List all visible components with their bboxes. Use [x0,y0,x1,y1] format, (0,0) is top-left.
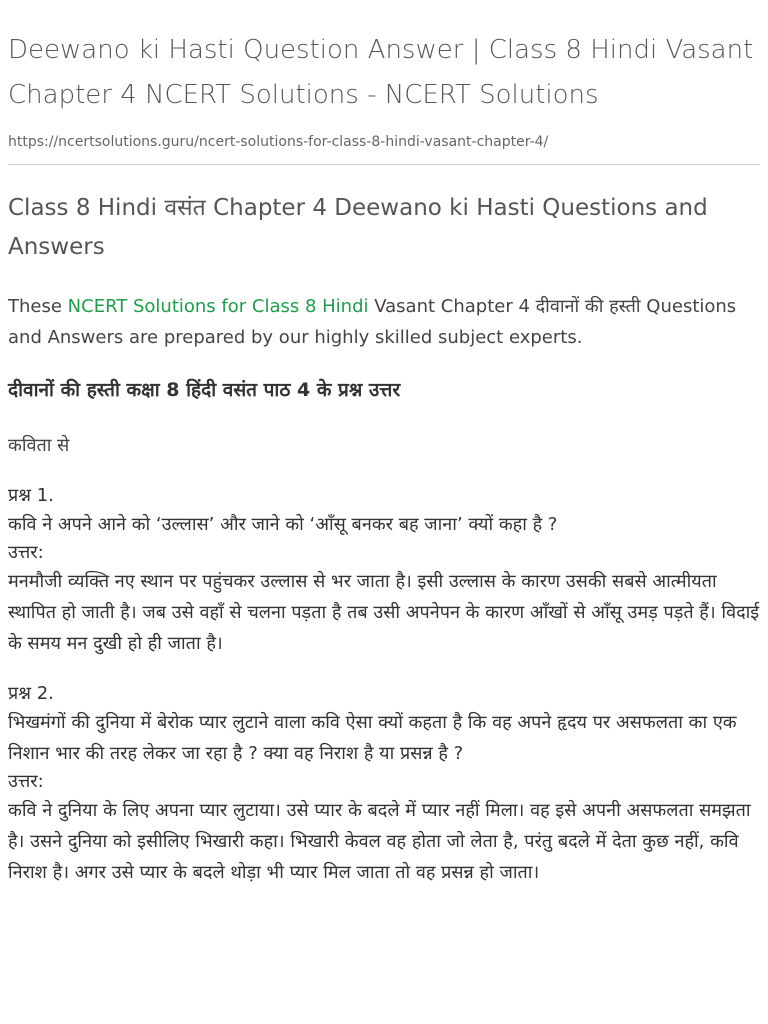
article-heading: Class 8 Hindi वसंत Chapter 4 Deewano ki Hasti Questions and Answers [8,195,708,260]
answer-text: कवि ने दुनिया के लिए अपना प्यार लुटाया। उसे प्यार के बदले में प्यार नहीं मिला। वह इसे अपनी असफलता समझता है। उसने दुनिया को इसीलिए भिखारी कहा। भिखारी केवल वह होता जो लेता है, परंतु बदले में देता कुछ नहीं, कवि निराश है। अगर उसे प्यार के बदले थोड़ा भी प्यार मिल जाता तो वह प्रसन्न हो जाता। [8,800,751,883]
question-text: कवि ने अपने आने को ‘उल्लास’ और जाने को ‘आँसू बनकर बह जाना’ क्यों कहा है ? [8,514,558,535]
intro-text-before: These [8,296,68,317]
question-text: भिखमंगों की दुनिया में बेरोक प्यार लुटाने वाला कवि ऐसा क्यों कहता है कि वह अपने हृदय पर असफलता का एक निशान भार की तरह लेकर जा रहा है ? क्या वह निराश है या प्रसन्न है ? [8,712,737,764]
page-title: Deewano ki Hasti Question Answer | Class 8 Hindi Vasant Chapter 4 NCERT Solutions - NCERT Solutions [8,35,754,110]
intro-paragraph [8,291,760,353]
answer-label: उत्तर: [8,771,44,792]
answer-text: मनमौजी व्यक्ति नए स्थान पर पहुंचकर उल्लास से भर जाता है। इसी उल्लास के कारण उसकी सबसे आत्मीयता स्थापित हो जाती है। जब उसे वहाँ से चलना पड़ता है तब उसी अपनेपन के कारण आँखों से आँसू उमड़ पड़ते हैं। विदाई के समय मन दुखी हो ही जाता है। [8,571,760,654]
section-heading: दीवानों की हस्ती कक्षा 8 हिंदी वसंत पाठ 4 के प्रश्न उत्तर [8,379,401,401]
question-label: प्रश्न 2. [8,683,54,704]
divider [8,164,760,165]
subsection-label: कविता से [8,435,70,456]
ncert-solutions-link[interactable]: NCERT Solutions for Class 8 Hindi [67,296,369,317]
question-2 [8,681,760,888]
page-url[interactable]: https://ncertsolutions.guru/ncert-solutions-for-class-8-hindi-vasant-chapter-4/ [8,134,549,150]
intro-text-after: Vasant Chapter 4 दीवानों की हस्ती Questions and Answers are prepared by our highly skilled subject experts. [8,296,737,348]
answer-label: उत्तर: [8,542,44,563]
question-label: प्रश्न 1. [8,485,54,506]
question-1 [8,483,760,659]
